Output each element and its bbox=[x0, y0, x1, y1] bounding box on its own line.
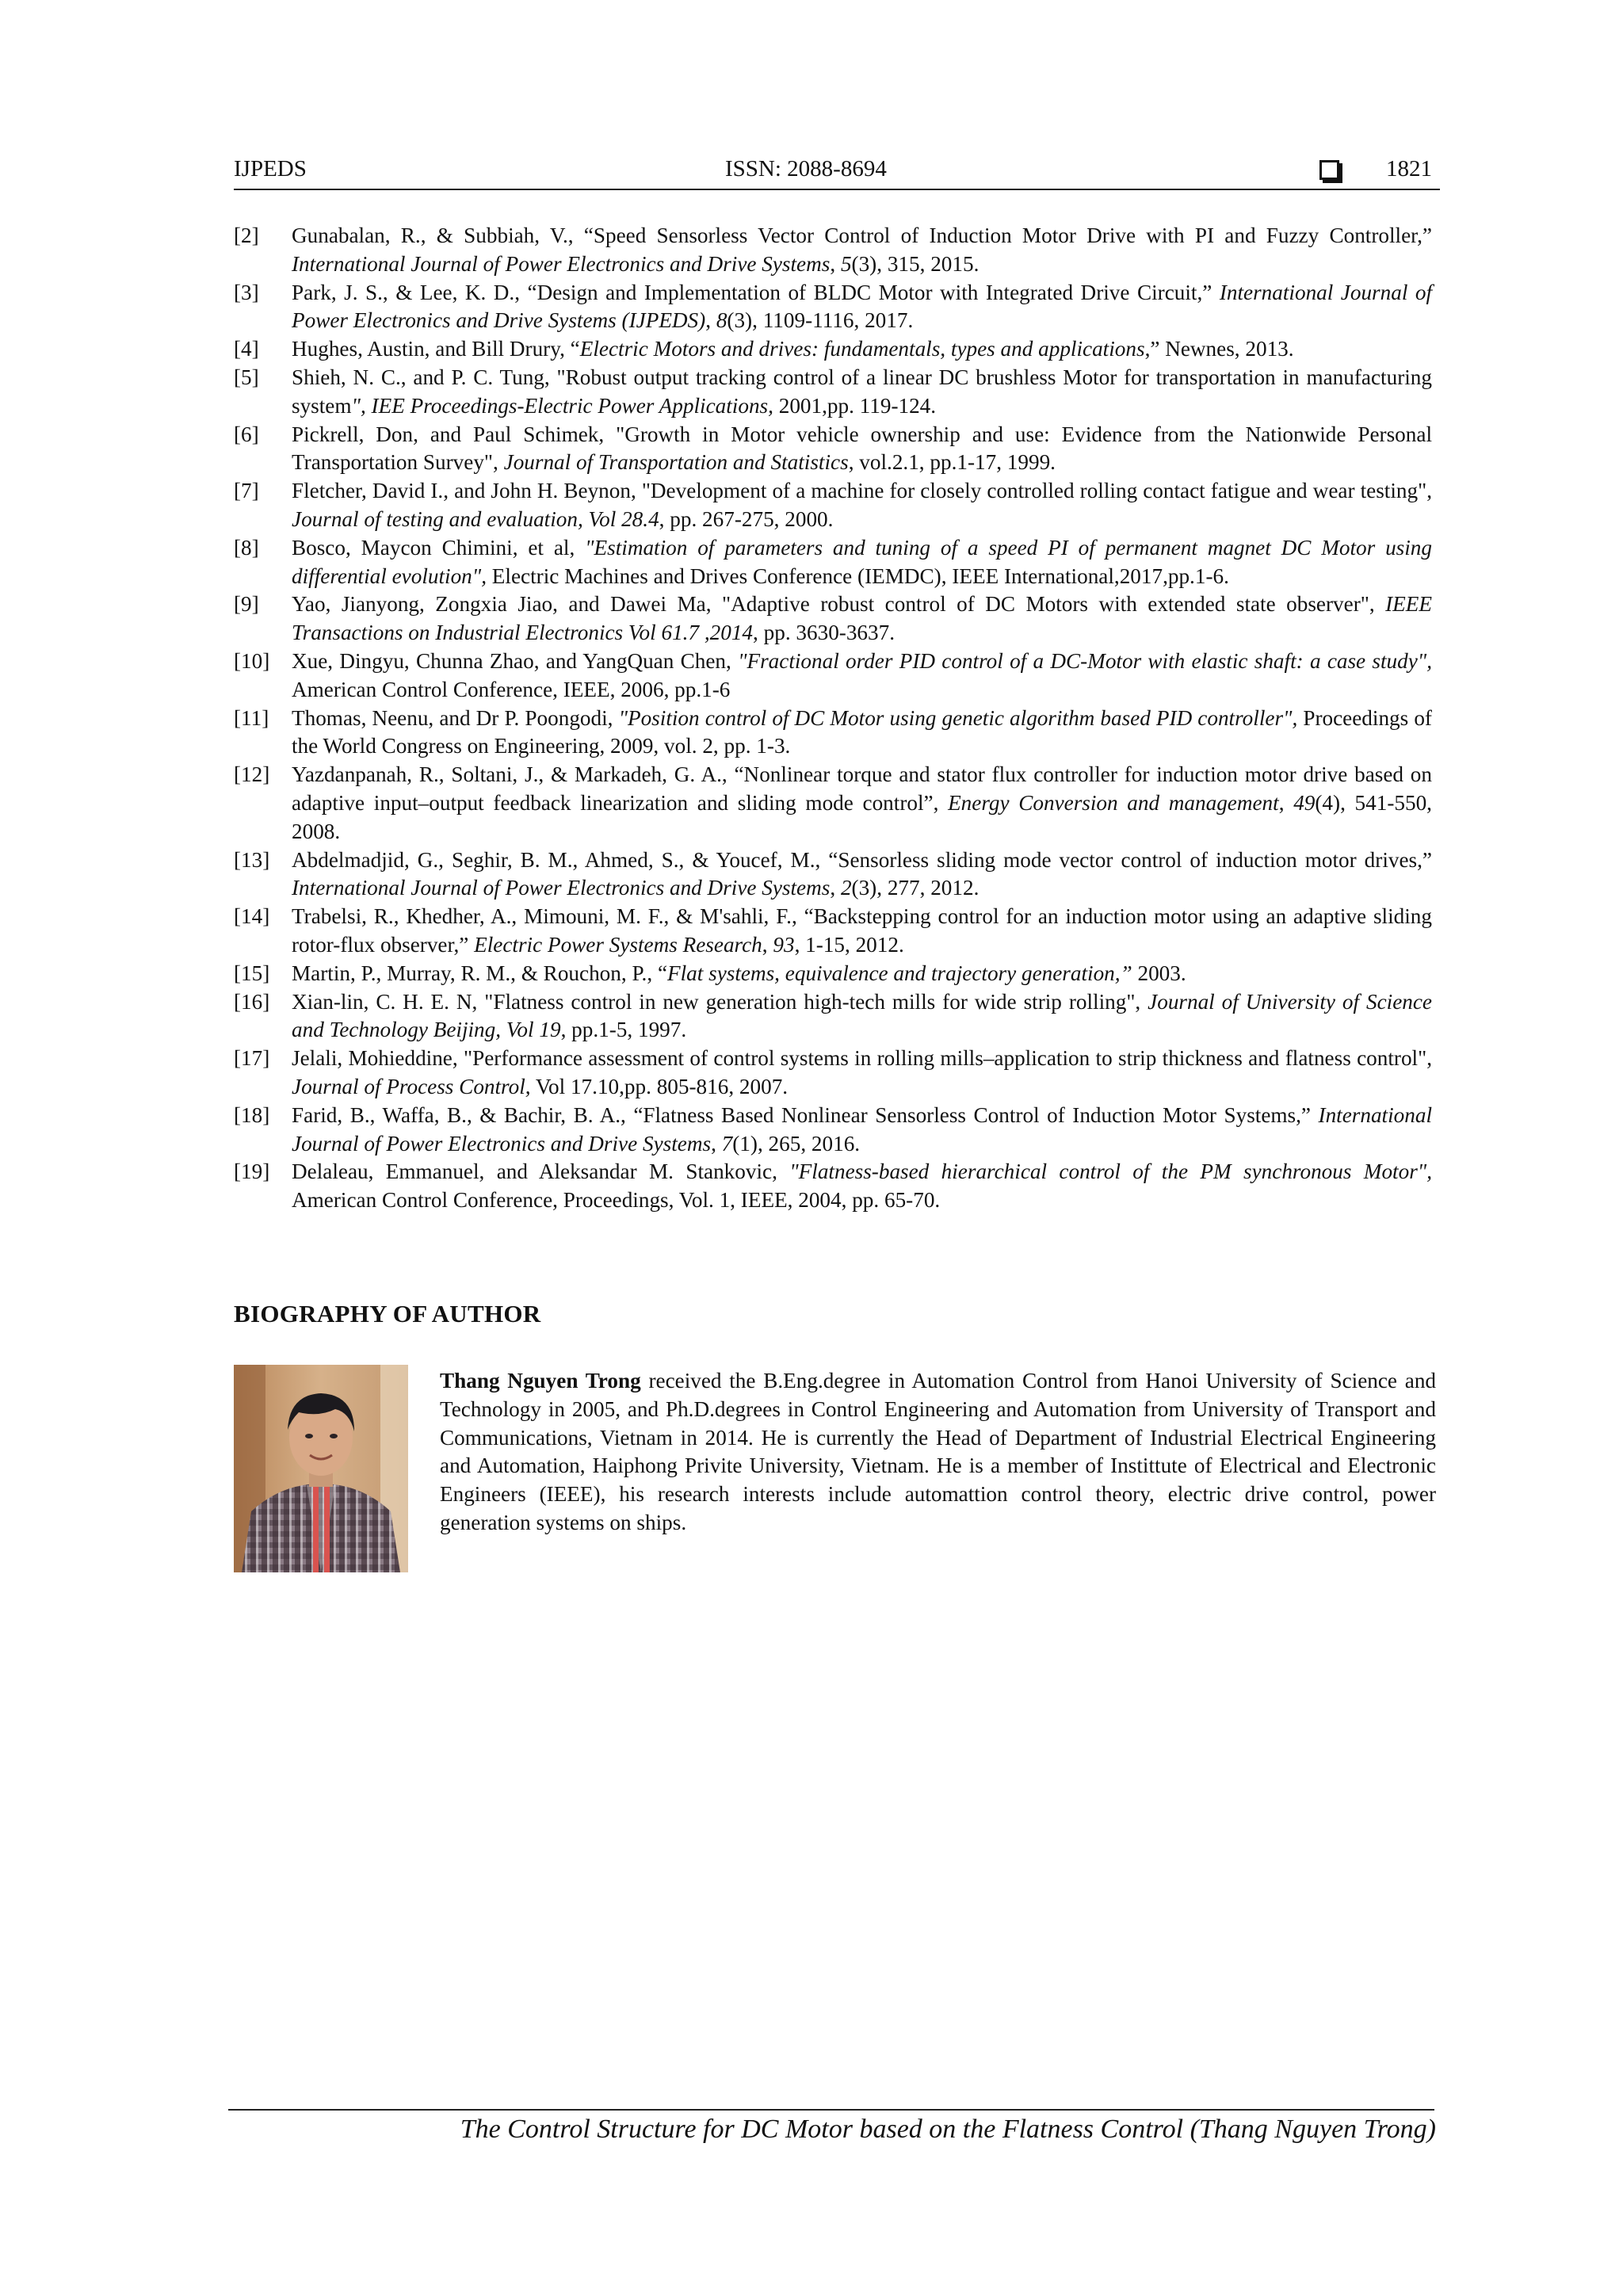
reference-segment: American Control Conference, IEEE, 2006, pp.1-6 bbox=[292, 677, 731, 701]
reference-text bbox=[292, 1102, 1432, 1159]
reference-number: [12] bbox=[234, 762, 270, 787]
reference-item bbox=[234, 761, 1432, 846]
reference-segment: , 1-15, 2012. bbox=[794, 932, 904, 957]
reference-segment: (3), 315, 2015. bbox=[851, 251, 980, 276]
reference-segment: Xian-lin, C. H. E. N, "Flatness control in new generation high-tech mills for wide strip rolling", bbox=[292, 989, 1148, 1014]
reference-italic-segment: "Fractional order PID control of a DC-Motor with elastic shaft: a case study", bbox=[738, 648, 1433, 673]
reference-segment: , bbox=[711, 1131, 722, 1156]
reference-number: [6] bbox=[234, 422, 259, 446]
reference-number: [9] bbox=[234, 592, 259, 617]
reference-italic-segment: Energy Conversion and management bbox=[948, 790, 1279, 815]
reference-italic-segment: "Flatness-based hierarchical control of the PM synchronous Motor", bbox=[789, 1159, 1432, 1184]
reference-segment: Farid, B., Waffa, B., & Bachir, B. A., “Flatness Based Nonlinear Sensorless Control of Induction Motor Systems,” bbox=[292, 1102, 1319, 1127]
reference-segment: , vol.2.1, pp.1-17, 1999. bbox=[848, 450, 1056, 475]
reference-segment: (3), 277, 2012. bbox=[851, 876, 980, 900]
reference-segment: Electric Machines and Drives Conference (IEMDC), IEEE International,2017,pp.1-6. bbox=[487, 563, 1229, 588]
reference-number: [15] bbox=[234, 961, 270, 985]
reference-segment: ,” Newnes, 2013. bbox=[1144, 337, 1294, 361]
reference-segment: Fletcher, David I., and John H. Beynon, "Development of a machine for closely controlled rolling contact fatigue and wear testing", bbox=[292, 479, 1432, 503]
reference-text bbox=[292, 421, 1432, 478]
author-photo bbox=[234, 1365, 408, 1572]
reference-number: [10] bbox=[234, 648, 270, 673]
reference-text bbox=[292, 335, 1432, 364]
reference-number: [2] bbox=[234, 223, 259, 247]
reference-italic-segment: ", IEE Proceedings-Electric Power Applications, bbox=[351, 393, 773, 418]
reference-segment: Abdelmadjid, G., Seghir, B. M., Ahmed, S., & Youcef, M., “Sensorless sliding mode vector control of induction motor drives,” bbox=[292, 847, 1432, 872]
page-header bbox=[234, 152, 1440, 190]
reference-number: [5] bbox=[234, 365, 259, 389]
biography-body: received the B.Eng.degree in Automation Control from Hanoi University of Science and Technology in 2005, and Ph.D.degrees in Control Engineering and Automation from University of Transport and Communications, Vietnam in 2014. He is currently the Head of Department of Industrial Electrical Engineering and Automation, Haiphong Privite University, Vietnam. He is a member of Instittute of Electrical and Electronic Engineers (IEEE), his research interests include automattion control theory, electric drive control, power generation systems on ships. bbox=[440, 1369, 1437, 1534]
reference-italic-segment: 49 bbox=[1293, 790, 1316, 815]
reference-italic-segment: Electric Motors and drives: fundamentals, types and applications bbox=[579, 337, 1145, 361]
reference-number: [13] bbox=[234, 847, 270, 872]
reference-number: [14] bbox=[234, 904, 270, 929]
reference-segment: , bbox=[1278, 790, 1294, 815]
reference-item bbox=[234, 477, 1432, 534]
reference-text bbox=[292, 846, 1432, 904]
reference-text bbox=[292, 590, 1432, 648]
reference-text bbox=[292, 903, 1432, 960]
reference-item bbox=[234, 903, 1432, 960]
reference-number: [19] bbox=[234, 1159, 270, 1184]
reference-segment: Shieh, N. C., and P. C. Tung, "Robust output tracking control of a linear DC brushless Motor for transportation in manufacturing system bbox=[292, 365, 1432, 418]
reference-item bbox=[234, 279, 1432, 336]
reference-italic-segment: Journal of Process Control, bbox=[292, 1074, 531, 1098]
reference-number: [11] bbox=[234, 705, 269, 730]
reference-item bbox=[234, 534, 1432, 591]
reference-segment: (1), 265, 2016. bbox=[732, 1131, 861, 1156]
reference-text bbox=[292, 705, 1432, 762]
reference-segment: , bbox=[830, 251, 841, 276]
reference-italic-segment: "Estimation of parameters and tuning of a speed PI of permanent magnet DC Motor using differential evolution", bbox=[292, 535, 1432, 588]
issn-label: ISSN: 2088-8694 bbox=[725, 156, 887, 181]
reference-italic-segment: Journal of University of Science and Technology Beijing, Vol 19 bbox=[292, 989, 1432, 1042]
reference-text bbox=[292, 761, 1432, 846]
reference-italic-segment: Journal of testing and evaluation, Vol 28.4 bbox=[292, 506, 659, 531]
reference-segment: Park, J. S., & Lee, K. D., “Design and Implementation of BLDC Motor with Integrated Drive Circuit,” bbox=[292, 280, 1220, 304]
reference-number: [8] bbox=[234, 535, 259, 560]
reference-item bbox=[234, 1158, 1432, 1215]
author-photo-image bbox=[234, 1365, 408, 1572]
reference-item bbox=[234, 846, 1432, 904]
reference-number: [3] bbox=[234, 280, 259, 304]
reference-segment: , pp.1-5, 1997. bbox=[560, 1018, 687, 1042]
reference-segment: Bosco, Maycon Chimini, et al, bbox=[292, 535, 586, 560]
reference-number: [18] bbox=[234, 1102, 270, 1127]
reference-text bbox=[292, 1045, 1432, 1102]
reference-segment: (3), 1109-1116, 2017. bbox=[727, 308, 914, 333]
reference-segment: , bbox=[762, 932, 773, 957]
reference-italic-segment: Journal of Transportation and Statistics bbox=[503, 450, 849, 475]
reference-text bbox=[292, 648, 1432, 705]
reference-segment: Gunabalan, R., & Subbiah, V., “Speed Sensorless Vector Control of Induction Motor Drive with PI and Fuzzy Controller,” bbox=[292, 223, 1432, 247]
reference-item bbox=[234, 988, 1432, 1045]
reference-number: [16] bbox=[234, 989, 270, 1014]
reference-segment: American Control Conference, Proceedings, Vol. 1, IEEE, 2004, pp. 65-70. bbox=[292, 1188, 941, 1213]
reference-segment: Jelali, Mohieddine, "Performance assessment of control systems in rolling mills–application to strip thickness and flatness control", bbox=[292, 1046, 1432, 1071]
reference-italic-segment: 8 bbox=[716, 308, 727, 333]
author-name: Thang Nguyen Trong bbox=[440, 1369, 641, 1392]
footer-divider bbox=[228, 2109, 1434, 2111]
reference-text bbox=[292, 364, 1432, 421]
reference-text bbox=[292, 534, 1432, 591]
reference-segment: Hughes, Austin, and Bill Drury, “ bbox=[292, 337, 580, 361]
reference-number: [7] bbox=[234, 479, 259, 503]
reference-segment: Xue, Dingyu, Chunna Zhao, and YangQuan Chen, bbox=[292, 648, 739, 673]
reference-text bbox=[292, 279, 1432, 336]
reference-segment: , pp. 3630-3637. bbox=[753, 621, 896, 645]
reference-segment: Proceedings of the World Congress on Engineering, 2009, vol. 2, pp. 1-3. bbox=[292, 705, 1432, 758]
biography-heading: BIOGRAPHY OF AUTHOR bbox=[234, 1300, 541, 1328]
biography-text bbox=[440, 1367, 1436, 1538]
reference-segment: Martin, P., Murray, R. M., & Rouchon, P., “ bbox=[292, 961, 668, 985]
checkbox-square-icon bbox=[1319, 160, 1339, 180]
reference-item bbox=[234, 421, 1432, 478]
reference-italic-segment: 93 bbox=[773, 932, 795, 957]
reference-italic-segment: International Journal of Power Electronics and Drive Systems bbox=[292, 1102, 1432, 1156]
reference-segment: Trabelsi, R., Khedher, A., Mimouni, M. F., & M'sahli, F., “Backstepping control for an induction motor using an adaptive sliding rotor-flux observer,” bbox=[292, 904, 1432, 957]
reference-text bbox=[292, 1158, 1432, 1215]
reference-item bbox=[234, 960, 1432, 988]
reference-segment: Pickrell, Don, and Paul Schimek, "Growth in Motor vehicle ownership and use: Evidence from the Nationwide Personal Transportation Survey", bbox=[292, 422, 1432, 475]
reference-italic-segment: Flat systems, equivalence and trajectory generation,” bbox=[667, 961, 1132, 985]
reference-italic-segment: 2 bbox=[840, 876, 852, 900]
reference-item bbox=[234, 1045, 1432, 1102]
reference-text bbox=[292, 477, 1432, 534]
reference-italic-segment: 7 bbox=[721, 1131, 733, 1156]
reference-item bbox=[234, 648, 1432, 705]
reference-number: [17] bbox=[234, 1046, 270, 1071]
reference-italic-segment: Electric Power Systems Research bbox=[474, 932, 762, 957]
reference-segment: (4), 541-550, 2008. bbox=[292, 790, 1432, 843]
footer-running-title: The Control Structure for DC Motor based on the Flatness Control (Thang Nguyen Trong) bbox=[460, 2115, 1436, 2144]
reference-segment: Delaleau, Emmanuel, and Aleksandar M. Stankovic, bbox=[292, 1159, 790, 1184]
reference-item bbox=[234, 364, 1432, 421]
reference-text bbox=[292, 960, 1432, 988]
reference-italic-segment: International Journal of Power Electronics and Drive Systems bbox=[292, 876, 831, 900]
reference-item bbox=[234, 335, 1432, 364]
reference-segment: 2001,pp. 119-124. bbox=[773, 393, 937, 418]
reference-item bbox=[234, 590, 1432, 648]
reference-number: [4] bbox=[234, 337, 259, 361]
reference-text bbox=[292, 222, 1432, 279]
reference-item bbox=[234, 222, 1432, 279]
reference-item bbox=[234, 705, 1432, 762]
reference-segment: Thomas, Neenu, and Dr P. Poongodi, bbox=[292, 705, 619, 730]
reference-segment: Vol 17.10,pp. 805-816, 2007. bbox=[530, 1074, 789, 1098]
reference-item bbox=[234, 1102, 1432, 1159]
page-number: 1821 bbox=[1386, 156, 1432, 181]
reference-italic-segment: 5 bbox=[840, 251, 852, 276]
reference-text bbox=[292, 988, 1432, 1045]
reference-segment: , bbox=[830, 876, 841, 900]
reference-italic-segment: International Journal of Power Electronics and Drive Systems bbox=[292, 251, 831, 276]
reference-segment: , bbox=[705, 308, 716, 333]
reference-segment: 2003. bbox=[1132, 961, 1186, 985]
reference-italic-segment: IEEE Transactions on Industrial Electronics Vol 61.7 ,2014 bbox=[292, 592, 1432, 645]
reference-list bbox=[234, 222, 1432, 1215]
journal-name: IJPEDS bbox=[234, 156, 307, 181]
reference-italic-segment: International Journal of Power Electronics and Drive Systems (IJPEDS) bbox=[292, 280, 1433, 333]
reference-italic-segment: "Position control of DC Motor using genetic algorithm based PID controller", bbox=[618, 705, 1298, 730]
reference-segment: , pp. 267-275, 2000. bbox=[659, 506, 834, 531]
reference-segment: Yazdanpanah, R., Soltani, J., & Markadeh, G. A., “Nonlinear torque and stator flux controller for induction motor drive based on adaptive input–output feedback linearization and sliding mode control”, bbox=[292, 762, 1432, 815]
reference-segment: Yao, Jianyong, Zongxia Jiao, and Dawei Ma, "Adaptive robust control of DC Motors with extended state observer", bbox=[292, 592, 1386, 617]
